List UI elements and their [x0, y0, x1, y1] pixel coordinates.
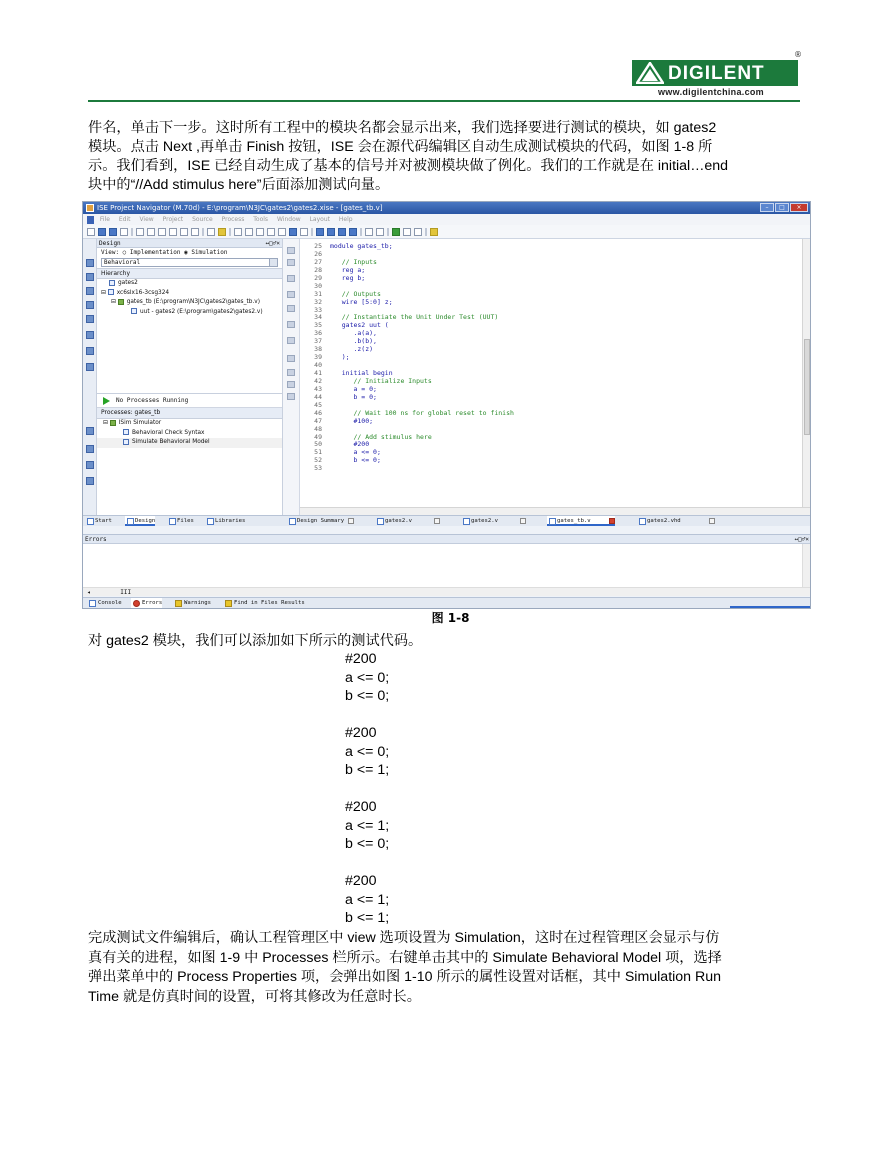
run-icon[interactable]: [103, 397, 110, 405]
find-icon: [225, 600, 232, 607]
line-number: 49: [314, 432, 322, 441]
collapse-icon[interactable]: [86, 477, 94, 485]
line-number: 31: [314, 289, 322, 298]
menu-source[interactable]: Source: [192, 216, 213, 223]
panel-controls[interactable]: ↔□♂×: [265, 240, 280, 247]
code-line: a <= 0;: [330, 448, 381, 457]
process-status: [97, 394, 282, 408]
toolbar-separator: [387, 228, 389, 236]
intro-line: 示。我们看到，ISE 已经自动生成了基本的信号并对被测模块做了例化。我们的工作就是在 initial…end: [88, 158, 729, 174]
tree-item-gates-tb[interactable]: ⊟ gates_tb (E:\program\N3JC\gates2\gates_tb.v): [111, 299, 260, 305]
line-number: 29: [314, 273, 322, 282]
chevron-down-icon: [269, 259, 277, 266]
uncomment-icon[interactable]: [287, 381, 295, 388]
code-line: reg a;: [330, 265, 366, 274]
left-icon-strip: [83, 239, 97, 515]
view-label: View:: [101, 249, 120, 256]
code-line: b = 0;: [330, 392, 377, 401]
code-line: // Add stimulus here: [330, 432, 432, 441]
menu-process[interactable]: Process: [221, 216, 245, 223]
tab-design-summary[interactable]: [287, 516, 354, 526]
editor-tool-icon[interactable]: [287, 291, 295, 298]
editor-code: [330, 243, 514, 473]
line-number: 25: [314, 242, 322, 250]
code-line: b <= 1;: [345, 762, 390, 778]
line-number: 35: [314, 321, 322, 330]
close-tab-icon[interactable]: [709, 518, 715, 524]
close-icon[interactable]: ×: [790, 203, 808, 212]
tab-files[interactable]: Files: [167, 516, 194, 526]
new-icon[interactable]: [87, 228, 95, 236]
tab-label: Find in Files Results: [234, 600, 305, 606]
toolbar-separator: [360, 228, 362, 236]
process-panel: [97, 393, 283, 515]
find-icon[interactable]: [207, 228, 215, 236]
cascade-icon[interactable]: [338, 228, 346, 236]
intro-line: 模块。点击 Next ,再单击 Finish 按钮，ISE 会在源代码编辑区自动生成测试模块的代码，如图 1-8 所: [88, 139, 713, 155]
code-line: .z(z): [330, 345, 374, 354]
code-line: // Initialize Inputs: [330, 376, 432, 385]
panel-icon[interactable]: [86, 259, 94, 267]
editor-tool-icon[interactable]: [287, 247, 295, 254]
tab-gates2-v-2[interactable]: [461, 516, 526, 526]
tab-label: gates_tb.v: [557, 518, 591, 524]
menu-project[interactable]: Project: [162, 216, 184, 223]
line-number: 45: [314, 400, 322, 409]
process-label: Behavioral Check Syntax: [132, 429, 205, 436]
outro-line: 弹出菜单中的 Process Properties 项，会弹出如图 1-10 所示的属性设置对话框，其中 Simulation Run: [88, 969, 722, 985]
ide-title: ISE Project Navigator (M.70d) - E:\program\N3JC\gates2\gates2.xise - [gates_tb.v]: [97, 204, 383, 212]
code-line: initial begin: [330, 369, 393, 377]
errors-panel-header: [83, 535, 811, 544]
properties-icon[interactable]: [86, 331, 94, 339]
hierarchy-icon[interactable]: [86, 301, 94, 309]
tab-label: Warnings: [184, 600, 211, 606]
zoom-out-icon[interactable]: [245, 228, 253, 236]
code-line: // Wait 100 ns for global reset to finish: [330, 408, 514, 417]
lead-paragraph: [88, 632, 800, 651]
process-check-syntax[interactable]: [97, 429, 282, 439]
refresh-icon[interactable]: [278, 228, 286, 236]
ide-toolbar: [83, 225, 810, 239]
code-line: .b(b),: [330, 337, 377, 346]
tab-gates2-v[interactable]: [375, 516, 440, 526]
code-line: #200: [345, 651, 377, 667]
menu-edit[interactable]: Edit: [118, 216, 131, 223]
copy-icon[interactable]: [147, 228, 155, 236]
cut-icon[interactable]: [136, 228, 144, 236]
tree-item-gates2[interactable]: [97, 279, 282, 289]
tab-start[interactable]: Start: [85, 516, 112, 526]
run-icon[interactable]: [392, 228, 400, 236]
test-code-block: [345, 650, 389, 928]
save-all-icon[interactable]: [120, 228, 128, 236]
view-selector: View: ○ Implementation ◉ Simulation: [101, 249, 228, 256]
process-label: ISim Simulator: [118, 420, 162, 426]
code-line: a = 0;: [330, 384, 377, 393]
zoom-in-icon[interactable]: [234, 228, 242, 236]
tree-item-device[interactable]: ⊟ xc6slx16-3csg324: [101, 289, 170, 296]
console-icon: [89, 600, 96, 607]
project-icon: [109, 280, 115, 286]
line-number: 39: [314, 353, 322, 362]
code-line: #200: [330, 440, 370, 449]
code-line: reg b;: [330, 273, 366, 282]
logo-banner: [632, 60, 798, 86]
panel-icon[interactable]: [349, 228, 357, 236]
code-line: wire [5:0] z;: [330, 297, 393, 306]
code-line: module gates_tb;: [330, 242, 393, 250]
editor-tool-icon[interactable]: [287, 305, 295, 312]
code-line: // Outputs: [330, 289, 381, 298]
list-icon[interactable]: [86, 363, 94, 371]
maximize-icon[interactable]: □: [775, 203, 789, 212]
lead-line: 对 gates2 模块，我们可以添加如下所示的测试代码。: [88, 633, 423, 649]
close-tab-icon[interactable]: [609, 518, 615, 524]
code-line: b <= 0;: [330, 456, 381, 465]
verilog-file-icon: [131, 308, 137, 314]
zoom-area-icon[interactable]: [267, 228, 275, 236]
line-number: 34: [314, 313, 322, 322]
header-divider: [88, 100, 800, 102]
logo-triangle-icon: [636, 62, 664, 84]
sigma-icon[interactable]: [403, 228, 411, 236]
waveform-icon: [123, 439, 129, 445]
line-number: 26: [314, 249, 322, 258]
tab-gates2-vhd[interactable]: [637, 516, 715, 526]
scrollbar-thumb[interactable]: [804, 339, 810, 435]
tab-gates-tb-v[interactable]: [547, 516, 615, 526]
lightbulb-icon[interactable]: [430, 228, 438, 236]
line-number: 33: [314, 305, 322, 314]
tab-design[interactable]: Design: [125, 516, 155, 526]
code-line: gates2 uut (: [330, 321, 389, 330]
redo-icon[interactable]: [191, 228, 199, 236]
figure-caption: 图 1-8: [431, 611, 470, 625]
code-line: );: [330, 353, 350, 362]
code-line: a <= 0;: [345, 669, 390, 686]
line-number: 50: [314, 440, 322, 449]
line-number: 51: [314, 448, 322, 457]
line-number: 44: [314, 392, 322, 401]
menu-view[interactable]: View: [139, 216, 154, 223]
tab-label: Errors: [142, 600, 163, 606]
errors-horizontal-scrollbar[interactable]: ◂ III: [83, 587, 811, 596]
testbench-icon: [118, 299, 124, 305]
intro-line: 件名，单击下一步。这时所有工程中的模块名都会显示出来，我们选择要进行测试的模块，如 gates2: [88, 120, 717, 136]
errors-panel-title: Errors: [85, 536, 107, 543]
line-number: 27: [314, 257, 322, 266]
toolbar-separator: [229, 228, 231, 236]
code-line: b <= 0;: [345, 836, 390, 852]
tab-label: Design Summary: [297, 518, 345, 524]
delete-icon[interactable]: [169, 228, 177, 236]
line-number: 48: [314, 424, 322, 433]
tree-item-label: gates_tb (E:\program\N3JC\gates2\gates_tb.v): [126, 299, 260, 305]
indent-icon[interactable]: [287, 393, 295, 400]
code-line: a <= 0;: [345, 743, 390, 760]
app-icon: [86, 204, 94, 212]
expand-icon[interactable]: [86, 461, 94, 469]
process-isim[interactable]: ⊟ ISim Simulator: [103, 420, 162, 426]
tab-label: gates2.v: [471, 518, 498, 524]
design-panel: [97, 239, 283, 393]
outro-paragraph: [88, 929, 800, 1007]
outro-line: Time 就是仿真时间的设置，可将其修改为任意时长。: [88, 988, 421, 1005]
tree-item-uut[interactable]: [97, 308, 282, 318]
code-line: #100;: [330, 416, 374, 425]
tab-label: Console: [98, 600, 122, 606]
behavior-dropdown[interactable]: [101, 258, 278, 267]
line-numbers: [300, 243, 322, 473]
toolbar-separator: [425, 228, 427, 236]
editor-horizontal-scrollbar[interactable]: [300, 507, 811, 515]
code-line: #200: [345, 799, 377, 815]
editor-toolbar-strip: [283, 239, 300, 515]
code-line: [330, 465, 514, 473]
logo-url-text: www.digilentchina.com: [658, 87, 764, 97]
window-controls: [760, 203, 808, 212]
editor-tool-icon[interactable]: [287, 275, 295, 282]
code-line: // Instantiate the Unit Under Test (UUT): [330, 313, 499, 322]
error-icon: [133, 600, 140, 607]
tab-find-in-files[interactable]: [223, 598, 305, 609]
digilent-logo: [632, 50, 802, 98]
tree-item-label: gates2: [118, 280, 138, 286]
menu-window[interactable]: Window: [276, 216, 301, 223]
code-line: b <= 1;: [345, 910, 390, 926]
tile-vertical-icon[interactable]: [327, 228, 335, 236]
ise-screenshot: [82, 201, 811, 609]
radio-simulation[interactable]: Simulation: [191, 249, 228, 256]
tree-item-label: uut - gates2 (E:\program\gates2\gates2.v): [140, 308, 263, 315]
line-number: 43: [314, 384, 322, 393]
outro-line: 真有关的进程，如图 1-9 中 Processes 栏所示。右键单击其中的 Simulate Behavioral Model 项，选择: [88, 949, 722, 966]
line-number: 38: [314, 345, 322, 354]
line-number: 30: [314, 281, 322, 290]
editor-vertical-scrollbar[interactable]: [802, 239, 811, 507]
layout-icon[interactable]: [289, 228, 297, 236]
tab-console[interactable]: [87, 598, 122, 609]
window-icon[interactable]: [300, 228, 308, 236]
editor-tool-icon[interactable]: [287, 355, 295, 362]
simulator-icon: [110, 420, 116, 426]
radio-implementation[interactable]: Implementation: [129, 249, 181, 256]
logo-brand-text: DIGILENT: [668, 63, 765, 84]
wrench-icon[interactable]: [365, 228, 373, 236]
close-tab-icon[interactable]: [434, 518, 440, 524]
line-number: 40: [314, 361, 322, 370]
editor-tabs: [283, 515, 811, 526]
intro-paragraph: [88, 119, 800, 195]
editor-tool-icon[interactable]: [287, 259, 295, 266]
line-number: 42: [314, 376, 322, 385]
probe-icon[interactable]: [414, 228, 422, 236]
process-simulate-behavioral[interactable]: [97, 438, 282, 448]
tree-item-label: xc6slx16-3csg324: [116, 289, 170, 296]
process-label: Simulate Behavioral Model: [132, 439, 210, 445]
errors-panel: [83, 534, 811, 596]
zoom-full-icon[interactable]: [256, 228, 264, 236]
scroll-marker: III: [120, 589, 132, 596]
tab-label: gates2.vhd: [647, 518, 681, 524]
toolbar-separator: [131, 228, 133, 236]
tab-libraries[interactable]: Libraries: [205, 516, 245, 526]
design-panel-header: [97, 239, 282, 248]
bottom-tabs: [83, 597, 811, 609]
add-source-icon[interactable]: [86, 273, 94, 281]
editor-tool-icon[interactable]: [287, 337, 295, 344]
processes-header: Processes: gates_tb: [97, 408, 282, 419]
menu-file[interactable]: File: [99, 216, 110, 223]
toolbar-separator: [311, 228, 313, 236]
tile-horizontal-icon[interactable]: [316, 228, 324, 236]
close-tab-icon[interactable]: [348, 518, 354, 524]
remove-icon[interactable]: [86, 315, 94, 323]
save-icon[interactable]: [109, 228, 117, 236]
outro-line: 完成测试文件编辑后，确认工程管理区中 view 选项设置为 Simulation，这时在过程管理区会显示与仿: [88, 930, 720, 946]
find-in-files-icon[interactable]: [218, 228, 226, 236]
line-number: 32: [314, 297, 322, 306]
code-line: #200: [345, 873, 377, 889]
doc-icon: [87, 216, 94, 224]
chip-icon: [108, 289, 114, 295]
design-panel-title: Design: [99, 240, 121, 247]
tab-errors[interactable]: [131, 598, 162, 609]
line-number: 53: [314, 464, 322, 473]
menu-layout[interactable]: Layout: [309, 216, 330, 223]
comment-icon[interactable]: [287, 369, 295, 376]
ide-titlebar: [83, 202, 810, 214]
view-html-icon[interactable]: [86, 347, 94, 355]
toolbar-separator: [202, 228, 204, 236]
line-number: 37: [314, 337, 322, 346]
menu-tools[interactable]: Tools: [253, 216, 269, 223]
line-number: 28: [314, 265, 322, 274]
code-line: a <= 1;: [345, 817, 390, 834]
code-line: b <= 0;: [345, 688, 390, 704]
code-line: [345, 706, 389, 725]
open-icon[interactable]: [98, 228, 106, 236]
code-line: // Inputs: [330, 257, 377, 266]
left-panel-tabs: [83, 515, 283, 526]
minimize-icon[interactable]: –: [760, 203, 774, 212]
line-number: 52: [314, 456, 322, 465]
ide-menubar: [83, 214, 810, 225]
editor-tool-icon[interactable]: [287, 321, 295, 328]
code-line: [345, 780, 389, 799]
behavior-dropdown-value: Behavioral: [104, 259, 141, 266]
warning-icon: [175, 600, 182, 607]
panel-controls[interactable]: ↔□♂×: [794, 536, 809, 543]
tab-warnings[interactable]: [173, 598, 211, 609]
process-tree-icon[interactable]: [86, 445, 94, 453]
tab-label: gates2.v: [385, 518, 412, 524]
warning-status-icon: [123, 429, 129, 435]
line-number: 36: [314, 329, 322, 338]
line-number: 47: [314, 416, 322, 425]
menu-help[interactable]: Help: [338, 216, 353, 223]
hierarchy-header: Hierarchy: [97, 268, 282, 279]
code-editor[interactable]: [300, 239, 802, 507]
process-status-text: No Processes Running: [116, 397, 189, 404]
line-number: 46: [314, 408, 322, 417]
help-cursor-icon[interactable]: [376, 228, 384, 236]
add-copy-icon[interactable]: [86, 287, 94, 295]
code-line: #200: [345, 725, 377, 741]
code-line: a <= 1;: [345, 891, 390, 908]
rerun-icon[interactable]: [86, 427, 94, 435]
line-number: 41: [314, 369, 322, 377]
code-line: [345, 854, 389, 873]
undo-icon[interactable]: [180, 228, 188, 236]
intro-line: 块中的“//Add stimulus here”后面添加测试向量。: [88, 177, 390, 193]
close-tab-icon[interactable]: [520, 518, 526, 524]
errors-vertical-scrollbar[interactable]: [802, 544, 811, 588]
code-line: .a(a),: [330, 329, 377, 338]
paste-icon[interactable]: [158, 228, 166, 236]
registered-mark: ®: [794, 50, 802, 59]
